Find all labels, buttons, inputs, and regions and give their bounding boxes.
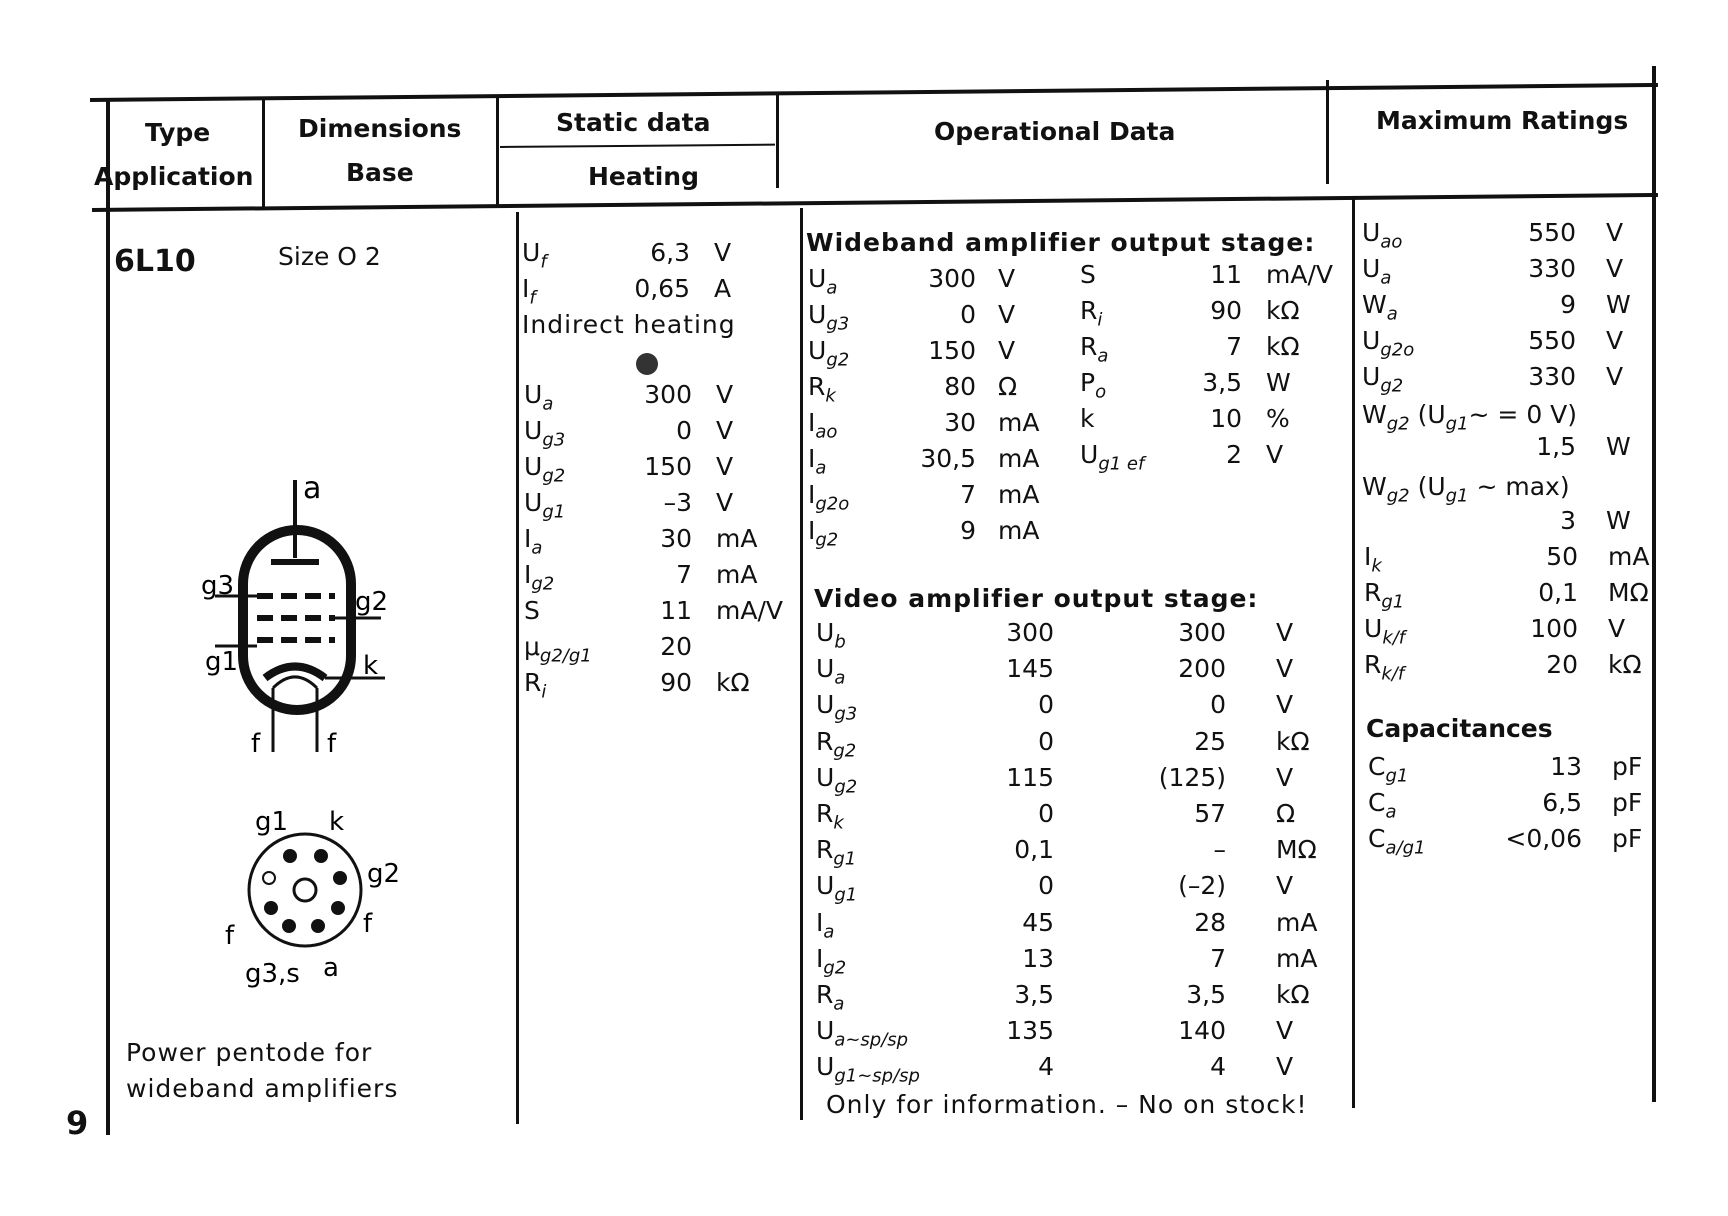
row-symbol-subscript: ao — [815, 421, 838, 443]
row-value: 0 — [676, 416, 692, 445]
row-value: 150 — [928, 336, 976, 365]
row-value: 30 — [944, 408, 976, 437]
row-value: 145 — [1006, 654, 1054, 684]
row-value: 7 — [1210, 943, 1226, 973]
row-unit: V — [1276, 871, 1294, 901]
row-value: 200 — [1178, 654, 1226, 684]
row-symbol-subscript: a — [531, 537, 543, 559]
row-unit: mA — [1608, 542, 1650, 571]
row-symbol: $U_{ao}$ — [1362, 218, 1403, 253]
row-symbol: $C_a$ — [1368, 788, 1397, 823]
row-symbol: $I_{g2}$ — [524, 560, 555, 595]
base-label-g3s: g3,s — [245, 959, 300, 989]
stock-note: Only for information. – No on stock! — [826, 1090, 1308, 1119]
row-unit: mA — [716, 524, 758, 553]
row-symbol-subscript: g2 — [1380, 375, 1404, 397]
row-symbol-subscript: a — [823, 920, 835, 942]
row-symbol-subscript: k — [825, 385, 836, 407]
row-value: 25 — [1194, 726, 1226, 756]
application-line-2: wideband amplifiers — [126, 1074, 399, 1103]
wg2-condition-1: $W_{g2}$ ($U_{g1}\sim = 0$ V) — [1362, 400, 1578, 435]
row-value: 20 — [1546, 650, 1578, 679]
row-value: 11 — [660, 596, 692, 625]
row-unit: V — [1606, 254, 1624, 283]
symbol-label-f1: f — [251, 729, 261, 759]
row-symbol-subscript: k — [833, 812, 844, 834]
symbol-label-g2: g2 — [355, 587, 389, 617]
tube-type: 6L10 — [114, 244, 196, 279]
row-value: 45 — [1022, 907, 1054, 937]
row-symbol-subscript: f — [529, 287, 536, 309]
capacitances-title: Capacitances — [1366, 714, 1553, 743]
row-value: 11 — [1210, 260, 1242, 289]
row-symbol: S — [1080, 260, 1096, 289]
row-symbol-subscript: a — [834, 667, 846, 689]
row-symbol: $I_a$ — [816, 907, 835, 942]
row-symbol-subscript: g3 — [542, 429, 566, 451]
row-symbol: $I_k$ — [1364, 542, 1382, 577]
row-value: 20 — [660, 632, 692, 661]
row-symbol-subscript: g2 — [531, 573, 555, 595]
row-symbol-subscript: g2o — [1380, 339, 1415, 361]
row-symbol: $R_{k/f}$ — [1364, 650, 1405, 685]
row-symbol: $U_a$ — [816, 654, 846, 689]
row-value: 0 — [1038, 799, 1054, 828]
row-unit: kΩ — [1266, 296, 1300, 325]
row-symbol: $I_a$ — [808, 444, 827, 479]
row-unit: mA — [998, 480, 1040, 509]
row-symbol: $R_{g1}$ — [1364, 578, 1405, 613]
row-unit: V — [716, 416, 734, 445]
row-value: 9 — [1560, 290, 1576, 319]
symbol-label-a: a — [303, 471, 322, 506]
row-value: 300 — [928, 264, 976, 293]
row-unit: mA/V — [1266, 260, 1333, 289]
row-unit: V — [1606, 218, 1624, 247]
row-unit: V — [998, 300, 1016, 329]
tube-size: Size O 2 — [278, 242, 381, 271]
page-mark: 9 — [66, 1104, 89, 1142]
row-symbol-subscript: g1 — [1385, 765, 1409, 787]
row-symbol: $U_{g1}$ — [816, 871, 858, 906]
header-operational-data: Operational Data — [934, 117, 1176, 146]
row-symbol: $U_a$ — [1362, 254, 1392, 289]
row-value: 30,5 — [920, 444, 976, 473]
row-value: 0 — [1038, 690, 1054, 720]
header-application: Application — [94, 162, 254, 191]
row-value: – — [1213, 835, 1226, 865]
video-title: Video amplifier output stage: — [814, 584, 1259, 613]
row-symbol-subscript: a — [815, 457, 827, 479]
row-unit: mA/V — [716, 596, 783, 625]
row-symbol: $I_f$ — [522, 274, 536, 309]
row-symbol: $U_a$ — [524, 380, 554, 415]
left-border — [106, 100, 110, 1135]
header-dimensions: Dimensions — [298, 114, 462, 143]
row-unit: kΩ — [1276, 726, 1310, 756]
row-value: 13 — [1022, 943, 1054, 973]
row-symbol-subscript: a~sp/sp — [834, 1029, 909, 1051]
row-symbol-subscript: a — [542, 393, 554, 415]
row-unit: V — [1608, 614, 1626, 643]
symbol-label-k: k — [363, 651, 379, 681]
row-value: 7 — [1226, 332, 1242, 361]
heating-note: Indirect heating — [522, 310, 736, 339]
row-symbol-subscript: k/f — [1382, 627, 1406, 649]
row-value: 4 — [1210, 1052, 1226, 1082]
row-unit: pF — [1612, 824, 1643, 853]
row-symbol-subscript: g2 — [826, 349, 850, 371]
row-value: 3,5 — [1014, 980, 1054, 1009]
row-unit: mA — [998, 444, 1040, 473]
row-symbol: $C_{g1}$ — [1368, 752, 1409, 787]
row-symbol: $C_{a/g1}$ — [1368, 824, 1426, 859]
row-value: 6,3 — [650, 238, 690, 267]
row-value: (–2) — [1178, 871, 1226, 901]
base-label-g1: g1 — [255, 807, 289, 837]
row-unit: mA — [998, 516, 1040, 545]
row-symbol-subscript: k/f — [1381, 663, 1405, 685]
base-label-f1: f — [225, 921, 235, 951]
row-unit: MΩ — [1608, 578, 1649, 607]
wideband-title: Wideband amplifier output stage: — [806, 228, 1316, 257]
row-value: 7 — [676, 560, 692, 589]
row-symbol-subscript: g1 — [542, 501, 566, 523]
row-symbol: $U_{k/f}$ — [1364, 614, 1406, 649]
row-value: 57 — [1194, 799, 1226, 828]
header-heating: Heating — [588, 162, 699, 191]
row-unit: W — [1606, 290, 1631, 319]
row-value: 135 — [1006, 1016, 1054, 1046]
row-symbol: $U_{g1}$ — [524, 488, 566, 523]
row-value: 28 — [1194, 907, 1226, 937]
row-symbol: $R_i$ — [524, 668, 547, 703]
row-symbol-subscript: g2 — [834, 776, 858, 798]
col-divider-2 — [496, 96, 499, 206]
row-symbol: $U_{a\sim sp/sp}$ — [816, 1016, 909, 1051]
row-unit: V — [1266, 440, 1284, 469]
col-divider-3-body — [800, 208, 803, 1120]
row-symbol: $U_a$ — [808, 264, 838, 299]
row-value: 90 — [1210, 296, 1242, 325]
row-unit: kΩ — [1266, 332, 1300, 361]
row-value: 9 — [960, 516, 976, 545]
row-symbol: $U_f$ — [522, 238, 547, 273]
row-symbol-subscript: g2 — [815, 529, 839, 551]
row-unit: V — [998, 336, 1016, 365]
row-symbol: $U_{g3}$ — [808, 300, 850, 335]
row-unit: Ω — [998, 372, 1018, 401]
row-unit: V — [998, 264, 1016, 293]
row-value: 115 — [1006, 762, 1054, 792]
pentode-symbol — [185, 470, 415, 760]
row-value: 300 — [1006, 618, 1054, 647]
row-value: 100 — [1530, 614, 1578, 643]
row-value: 3,5 — [1202, 368, 1242, 397]
row-symbol-subscript: a — [1380, 267, 1392, 289]
row-symbol: $U_{g1\sim sp/sp}$ — [816, 1052, 920, 1087]
row-value: 0 — [1210, 690, 1226, 720]
row-symbol: $R_a$ — [816, 980, 845, 1015]
wg2-value-1: 1,5 — [1536, 432, 1576, 461]
wg2-condition-2: $W_{g2}$ ($U_{g1}$ ~ max) — [1362, 472, 1570, 507]
row-symbol-subscript: g1~sp/sp — [834, 1065, 920, 1087]
row-unit: W — [1266, 368, 1291, 397]
row-value: 80 — [944, 372, 976, 401]
row-symbol-subscript: g1 ef — [1098, 453, 1145, 475]
row-symbol-subscript: g2 — [542, 465, 566, 487]
row-symbol-subscript: a/g1 — [1385, 837, 1426, 859]
row-symbol-subscript: a — [1386, 303, 1398, 325]
row-value: 0,65 — [634, 274, 690, 303]
row-symbol: $R_i$ — [1080, 296, 1103, 331]
row-symbol: $R_a$ — [1080, 332, 1109, 367]
row-unit: % — [1266, 404, 1290, 433]
row-symbol: $I_{ao}$ — [808, 408, 838, 443]
row-unit: V — [1606, 362, 1624, 391]
row-symbol-subscript: g1 — [1381, 591, 1405, 613]
row-symbol: $I_{g2}$ — [816, 943, 847, 979]
row-unit: mA — [1276, 907, 1318, 937]
row-unit: V — [714, 238, 732, 267]
row-symbol-subscript: g2o — [815, 493, 850, 515]
row-unit: mA — [1276, 943, 1318, 973]
row-unit: pF — [1612, 788, 1643, 817]
row-value: (125) — [1158, 762, 1226, 792]
row-symbol-subscript: g2 — [823, 957, 847, 979]
row-symbol-subscript: a — [826, 277, 838, 299]
row-symbol: $\mu_{g2/g1}$ — [524, 632, 592, 667]
row-value: 550 — [1528, 326, 1576, 355]
symbol-label-g3: g3 — [201, 571, 235, 601]
row-value: 50 — [1546, 542, 1578, 571]
row-symbol: $R_k$ — [808, 372, 836, 407]
row-symbol: $R_{g2}$ — [816, 726, 857, 761]
row-unit: V — [1276, 762, 1294, 792]
row-unit: V — [1276, 654, 1294, 684]
row-value: 140 — [1178, 1016, 1226, 1046]
row-value: 300 — [644, 380, 692, 409]
row-symbol-subscript: a — [1097, 345, 1109, 367]
base-label-g2: g2 — [367, 859, 401, 889]
row-symbol: $U_{g2}$ — [808, 336, 850, 371]
row-unit: kΩ — [1608, 650, 1642, 679]
row-unit: V — [716, 380, 734, 409]
row-symbol: $R_{g1}$ — [816, 835, 857, 870]
row-symbol: $U_{g2}$ — [524, 452, 566, 487]
header-base: Base — [346, 158, 414, 187]
row-symbol: $W_a$ — [1362, 290, 1398, 325]
row-unit: kΩ — [1276, 980, 1310, 1009]
col-divider-4 — [1326, 80, 1329, 184]
row-symbol-subscript: ao — [1380, 231, 1403, 253]
row-unit: A — [714, 274, 732, 303]
right-border — [1652, 66, 1656, 1102]
row-value: 30 — [660, 524, 692, 553]
row-value: 7 — [960, 480, 976, 509]
col-divider-1 — [262, 98, 265, 210]
top-rule — [90, 83, 1658, 102]
row-unit: V — [1276, 1052, 1294, 1082]
wg2-unit-2: W — [1606, 506, 1631, 535]
row-value: 13 — [1550, 752, 1582, 781]
base-label-f2: f — [363, 909, 373, 939]
row-symbol-subscript: g1 — [833, 848, 857, 870]
row-value: 330 — [1528, 362, 1576, 391]
col-divider-4-body — [1352, 198, 1355, 1108]
row-unit: kΩ — [716, 668, 750, 697]
base-pin-diagram — [205, 800, 425, 990]
header-type: Type — [145, 118, 211, 147]
row-unit: mA — [716, 560, 758, 589]
base-label-k: k — [329, 807, 345, 837]
row-unit: MΩ — [1276, 835, 1317, 865]
row-value: 0 — [1038, 726, 1054, 756]
row-unit: pF — [1612, 752, 1643, 781]
wg2-unit-1: W — [1606, 432, 1631, 461]
wg2-value-2: 3 — [1560, 506, 1576, 535]
row-value: 330 — [1528, 254, 1576, 283]
row-unit: V — [1606, 326, 1624, 355]
row-symbol-subscript: f — [540, 251, 547, 273]
row-symbol-subscript: g1 — [834, 884, 858, 906]
row-value: 6,5 — [1542, 788, 1582, 817]
static-header-divider — [500, 144, 775, 148]
row-value: 550 — [1528, 218, 1576, 247]
header-static-data: Static data — [556, 108, 711, 137]
header-bottom-rule — [92, 193, 1658, 212]
row-symbol-subscript: b — [834, 631, 846, 653]
row-symbol-subscript: a — [833, 993, 845, 1015]
row-symbol-subscript: g2/g1 — [539, 645, 592, 667]
row-symbol: $R_k$ — [816, 799, 844, 834]
row-value: 2 — [1226, 440, 1242, 469]
application-line-1: Power pentode for — [126, 1038, 373, 1067]
row-unit: V — [716, 452, 734, 481]
row-value: 4 — [1038, 1052, 1054, 1082]
row-value: 300 — [1178, 618, 1226, 647]
row-unit: V — [716, 488, 734, 517]
symbol-label-g1: g1 — [205, 647, 239, 677]
row-value: 0,1 — [1538, 578, 1578, 607]
row-symbol: $U_{g2}$ — [1362, 362, 1404, 397]
row-symbol-subscript: i — [1097, 309, 1103, 331]
row-value: 150 — [644, 452, 692, 481]
row-symbol-subscript: g2 — [833, 739, 857, 761]
header-maximum-ratings: Maximum Ratings — [1376, 106, 1629, 135]
row-symbol: $U_{g2o}$ — [1362, 326, 1415, 361]
indirect-heating-icon — [636, 353, 658, 375]
row-unit: Ω — [1276, 799, 1296, 828]
row-symbol-subscript: i — [541, 681, 547, 703]
row-symbol: k — [1080, 404, 1095, 433]
row-symbol: $P_o$ — [1080, 368, 1107, 403]
col-divider-3 — [776, 94, 779, 188]
row-unit: mA — [998, 408, 1040, 437]
row-symbol: $U_{g1 ef}$ — [1080, 440, 1145, 475]
row-unit: V — [1276, 1016, 1294, 1046]
row-symbol-subscript: k — [1371, 555, 1382, 577]
row-value: 0 — [1038, 871, 1054, 901]
row-value: <0,06 — [1505, 824, 1582, 853]
row-symbol: $I_{g2}$ — [808, 516, 839, 551]
row-value: –3 — [663, 488, 692, 517]
row-unit: V — [1276, 690, 1294, 720]
row-symbol: $I_a$ — [524, 524, 543, 559]
col-divider-2-body — [516, 212, 519, 1124]
row-symbol: $U_{g2}$ — [816, 762, 858, 798]
row-symbol: $U_{g3}$ — [524, 416, 566, 451]
row-unit: V — [1276, 618, 1294, 647]
row-symbol-subscript: g3 — [834, 703, 858, 725]
row-value: 90 — [660, 668, 692, 697]
row-symbol-subscript: a — [1385, 801, 1397, 823]
base-label-a: a — [323, 953, 339, 983]
row-symbol: S — [524, 596, 540, 625]
row-symbol: $I_{g2o}$ — [808, 480, 850, 515]
row-symbol: $U_b$ — [816, 618, 846, 653]
row-value: 0,1 — [1014, 835, 1054, 865]
symbol-label-f2: f — [327, 729, 337, 759]
row-value: 3,5 — [1186, 980, 1226, 1009]
row-value: 0 — [960, 300, 976, 329]
row-symbol: $U_{g3}$ — [816, 690, 858, 725]
row-symbol-subscript: g3 — [826, 313, 850, 335]
row-symbol-subscript: o — [1095, 381, 1107, 403]
row-value: 10 — [1210, 404, 1242, 433]
